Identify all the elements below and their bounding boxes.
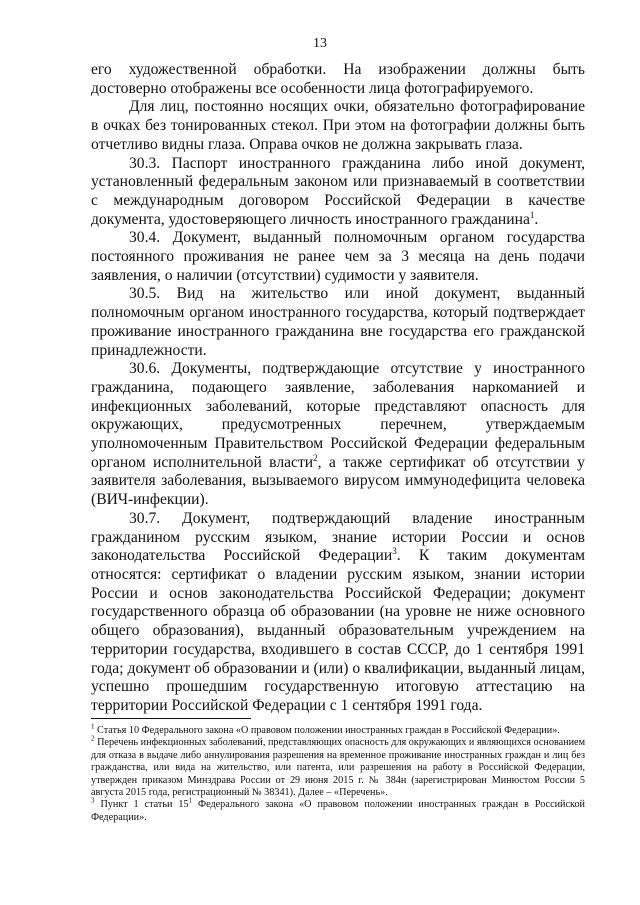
footnote-mark-2: 2 <box>91 735 95 744</box>
footnote-2 <box>91 737 585 799</box>
footnote-mark-1: 1 <box>91 722 95 731</box>
paragraph-30-4: 30.4. Документ, выданный полномочным органом государства постоянного проживания не ранее чем за 3 месяца на день подачи заявления, о наличии (отсутствии) судимости у заявителя. <box>91 229 585 284</box>
footnote-separator <box>91 718 251 719</box>
footnote-ref-2[interactable]: 2 <box>313 452 318 463</box>
paragraph-30-6-text-cont: , а также сертификат об отсутствии у заявителя заболевания, вызываемого вирусом иммунодефицита человека (ВИЧ-инфекции). <box>91 453 585 509</box>
paragraph-30-7-text: 30.7. Документ, подтверждающий владение иностранным гражданином русским языком, знание истории России и основ законодательства Российской Федерации <box>91 509 585 565</box>
paragraph-30-3: 30.3. Паспорт иностранного гражданина либо иной документ, установленный федеральным законом или признаваемый в соответствии с международным договором Российской Федерации в качестве документа, удостоверяющего личность иностранного гражданина$^1$. <box>91 154 585 228</box>
body-text <box>91 61 585 716</box>
footnote-3-text-cont: Федерального закона «О правовом положении иностранных граждан в Российской Федерации». <box>91 799 586 823</box>
paragraph-30-7-text-cont: . К таким документам относятся: сертификат о владении русским языком, знании истории России и основ законодательства Российской Федерации; документ государственного образца об образовании (на уровне не ниже основного общего образования), выданный образовательным учреждением на территории государства, входившего в состав СССР, до 1 сентября 1991 года; документ об образовании и (или) о квалификации, выданный лицам, успешно прошедшим государственную итоговую аттестацию на территории Российской Федерации с 1 сентября 1991 года. <box>91 547 585 714</box>
page-number: 13 <box>313 36 327 51</box>
footnote-3 <box>91 799 585 824</box>
footnote-2-text: Перечень инфекционных заболеваний, представляющих опасность для окружающих и являющихся основанием для отказа в выдаче либо аннулирования разрешения на временное проживание иностранных граждан и лиц без гражданства, или вида на жительство, или патента, или разрешения на работу в Российской Федерации, утвержден приказом Минздрава России от 29 июня 2015 г. № 384н (зарегистрирован Минюстом России 5 августа 2015 года, регистрационный № 38341). Далее – «Перечень». <box>91 737 586 799</box>
paragraph-30-3-text: 30.3. Паспорт иностранного гражданина либо иной документ, установленный федеральным законом или признаваемый в соответствии с международным договором Российской Федерации в качестве документа, удостоверяющего личность иностранного гражданина <box>91 154 585 228</box>
footnote-ref-3[interactable]: 3 <box>392 546 397 557</box>
footnote-1 <box>91 722 585 737</box>
paragraph-30-5: 30.5. Вид на жительство или иной документ, выданный полномочным органом иностранного государства, который подтверждает проживание иностранного гражданина вне государства его гражданской принадлежности. <box>91 285 585 359</box>
paragraph-30-7 <box>91 510 585 716</box>
footnote-1-text: Статья 10 Федерального закона «О правовом положении иностранных граждан в Российской Федерации». <box>97 725 560 736</box>
paragraph-glasses: Для лиц, постоянно носящих очки, обязательно фотографирование в очках без тонированных стекол. При этом на фотографии должны быть отчетливо видны глаза. Оправа очков не должна закрывать глаза. <box>91 98 585 153</box>
footnote-ref-1[interactable]: 1 <box>529 209 535 220</box>
footnote-mark-3: 3 <box>91 797 95 806</box>
paragraph-30-6-text: 30.6. Документы, подтверждающие отсутствие у иностранного гражданина, подающего заявление, заболевания наркоманией и инфекционных заболеваний, которые представляют опасность для окружающих, предусмотренных перечнем, утверждаемым уполномоченным Правительством Российской Федерации федеральным органом исполнительной власти <box>91 360 585 471</box>
paragraph-photo-processing: его художественной обработки. На изображении должны быть достоверно отображены все особенности лица фотографируемого. <box>91 61 585 97</box>
footnote-3-text: Пункт 1 статьи 15 <box>100 799 189 811</box>
footnote-3-article-sup: 1 <box>188 797 193 806</box>
paragraph-30-6 <box>91 360 585 510</box>
footnotes <box>91 722 586 824</box>
